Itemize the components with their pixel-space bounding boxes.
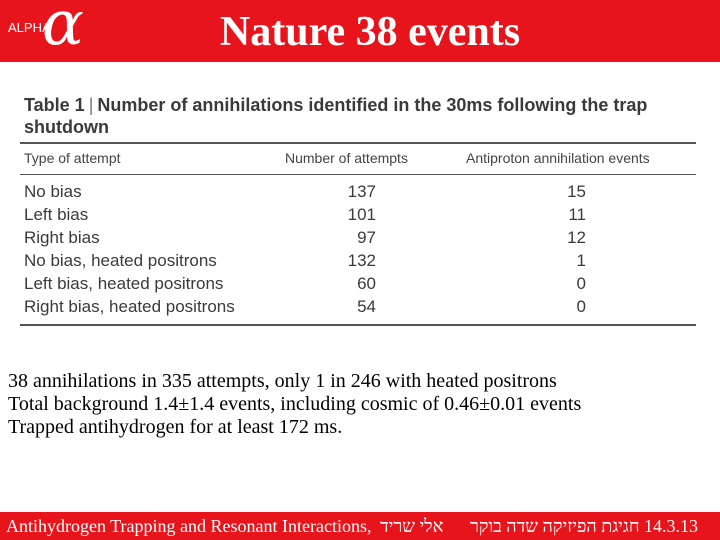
table-header-rule — [20, 174, 696, 175]
cell-type: Right bias, heated positrons — [24, 297, 235, 316]
table-row — [20, 249, 696, 272]
column-header-attempts: Number of attempts — [285, 150, 408, 166]
table-top-rule — [20, 142, 696, 144]
cell-attempts: 54 — [357, 297, 376, 316]
cell-type: Right bias — [24, 228, 100, 247]
table-row — [20, 180, 696, 203]
cell-events: 0 — [576, 297, 586, 316]
summary-text — [8, 370, 718, 439]
cell-type: No bias — [24, 182, 82, 201]
table-row — [20, 295, 696, 318]
summary-line: 38 annihilations in 335 attempts, only 1 in 246 with heated positrons — [8, 370, 557, 392]
cell-events: 15 — [567, 182, 586, 201]
cell-events: 11 — [568, 205, 586, 224]
footer-author: אלי שריד — [380, 516, 444, 536]
table-caption — [24, 94, 700, 138]
cell-events: 12 — [567, 228, 586, 247]
table-bottom-rule — [20, 324, 696, 326]
annihilation-table — [20, 92, 700, 328]
summary-line: Trapped antihydrogen for at least 172 ms. — [8, 416, 343, 438]
header-bar — [0, 0, 720, 62]
table-row — [20, 272, 696, 295]
alpha-logo-text: ALPHA — [8, 20, 51, 35]
cell-events: 1 — [576, 251, 586, 270]
footer-bar — [0, 512, 720, 540]
footer-event: 14.3.13 חגיגת הפיזיקה שדה בוקר — [470, 516, 698, 536]
table-caption-text: Number of annihilations identified in the 30ms following the trap shutdown — [24, 95, 648, 137]
cell-attempts: 60 — [357, 274, 376, 293]
cell-attempts: 101 — [347, 205, 376, 224]
cell-events: 0 — [576, 274, 586, 293]
cell-type: No bias, heated positrons — [24, 251, 217, 270]
column-header-type: Type of attempt — [24, 150, 121, 166]
column-header-events: Antiproton annihilation events — [466, 150, 650, 166]
table-caption-label: Table 1 — [24, 95, 85, 115]
cell-attempts: 132 — [347, 251, 376, 270]
cell-attempts: 97 — [357, 228, 376, 247]
cell-attempts: 137 — [347, 182, 376, 201]
cell-type: Left bias — [24, 205, 89, 224]
summary-line: Total background 1.4±1.4 events, including cosmic of 0.46±0.01 events — [8, 393, 582, 415]
cell-type: Left bias, heated positrons — [24, 274, 224, 293]
slide-title: Nature 38 events — [219, 9, 521, 55]
table-row — [20, 203, 696, 226]
alpha-logo-icon: α — [42, 0, 84, 59]
table-caption-separator: | — [88, 95, 94, 115]
table-row — [20, 226, 696, 249]
footer-left-text: Antihydrogen Trapping and Resonant Interactions, — [6, 516, 372, 536]
